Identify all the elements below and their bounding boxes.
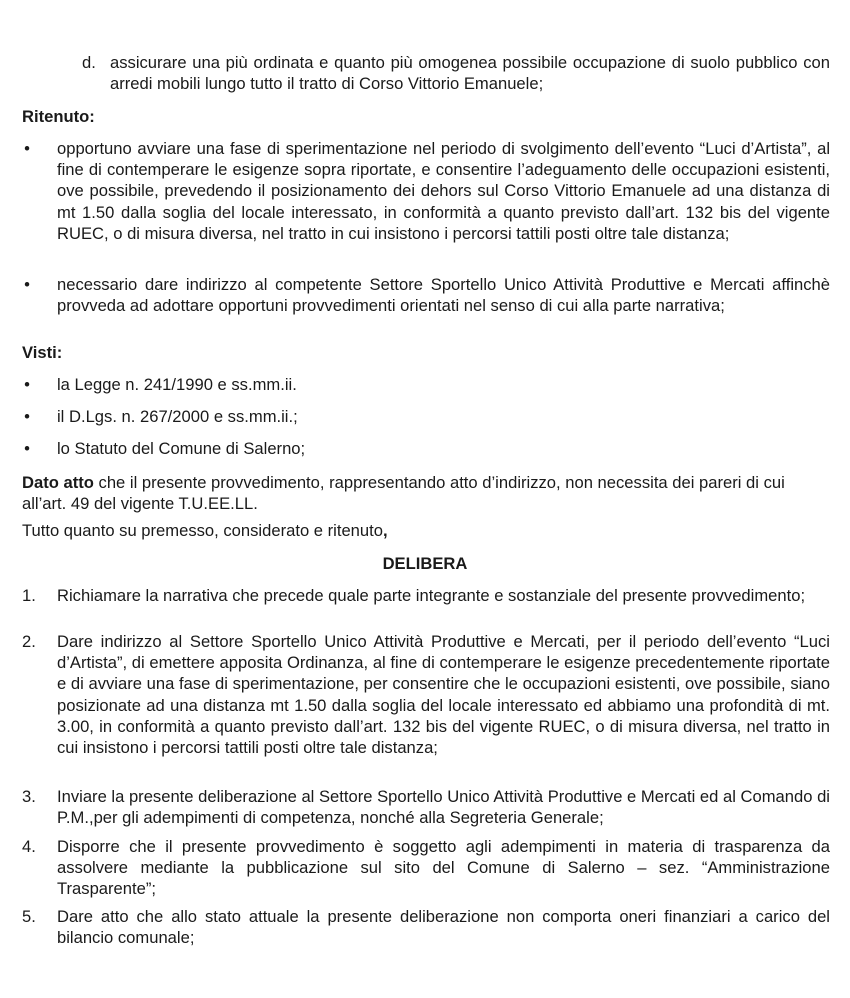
item-text: Dare indirizzo al Settore Sportello Unico Attività Produttive e Mercati, per il periodo dell’evento “Luci d’Artista”, di emettere apposita Ordinanza, al fine di contemperare le esigenze precedentemente riportate e di avviare una fase di sperimentazione, per consentire che le occupazioni esistenti, ove possibile, siano posizionate ad una distanza mt 1.50 dalla soglia del locale interessato ed abbiamo una profondità di mt. 3.00, in conformità a quanto previsto dall’art. 132 bis del vigente RUEC, o di misura diversa, nel tratto in cui insistono i percorsi tattili posti oltre tale distanza; — [57, 632, 830, 758]
item-text: Disporre che il presente provvedimento è soggetto agli adempimenti in materia di trasparenza da assolvere mediante la pubblicazione sul sito del Comune di Salerno – sez. “Amministrazione Trasparente”; — [57, 837, 830, 899]
delibera-item — [22, 585, 830, 606]
dato-atto-bold: Dato atto — [22, 473, 94, 492]
bullet-icon: • — [24, 407, 30, 426]
item-number: 1. — [22, 586, 36, 605]
bullet-icon: • — [24, 375, 30, 394]
delibera-item — [22, 906, 830, 948]
item-text: Inviare la presente deliberazione al Settore Sportello Unico Attività Produttive e Mercati ed al Comando di P.M.,per gli adempimenti di competenza, nonché alla Segreteria Generale; — [57, 787, 830, 828]
list-item — [22, 374, 830, 395]
section-heading-visti: Visti: — [22, 343, 63, 362]
item-number: 5. — [22, 907, 36, 926]
tutto-quanto-comma: , — [382, 521, 388, 540]
section-heading-ritenuto: Ritenuto: — [22, 107, 95, 126]
item-label: d. — [82, 53, 96, 72]
bullet-text: opportuno avviare una fase di sperimentazione nel periodo di svolgimento dell’evento “Luci d’Artista”, al fine di contemperare le esigenze sopra riportate, e consentire l’adeguamento delle occupazioni esistenti, ove possibile, prevedendo il posizionamento dei dehors sul Corso Vittorio Emanuele ad una distanza di mt 1.50 dalla soglia del locale interessato, in conformità a quanto previsto dall’art. 132 bis del vigente RUEC, o di misura diversa, nel tratto in cui insistono i percorsi tattili posti oltre tale distanza; — [57, 139, 830, 243]
list-item — [22, 406, 830, 427]
item-text: Dare atto che allo stato attuale la presente deliberazione non comporta oneri finanziari a carico del bilancio comunale; — [57, 907, 830, 948]
delibera-item — [22, 836, 830, 900]
item-text: Richiamare la narrativa che precede quale parte integrante e sostanziale del presente provvedimento; — [57, 586, 806, 605]
dato-atto-paragraph — [22, 472, 812, 514]
list-item — [22, 274, 830, 316]
bullet-icon: • — [24, 275, 30, 294]
bullet-text: la Legge n. 241/1990 e ss.mm.ii. — [57, 375, 297, 394]
item-text: assicurare una più ordinata e quanto più omogenea possibile occupazione di suolo pubblico con arredi mobili lungo tutto il tratto di Corso Vittorio Emanuele; — [110, 53, 830, 94]
dato-atto-text: che il presente provvedimento, rappresentando atto d’indirizzo, non necessita dei pareri di cui all’art. 49 del vigente T.U.EE.LL. — [22, 473, 785, 514]
bullet-icon: • — [24, 139, 30, 158]
bullet-text: il D.Lgs. n. 267/2000 e ss.mm.ii.; — [57, 407, 298, 426]
bullet-text: lo Statuto del Comune di Salerno; — [57, 439, 306, 458]
item-number: 2. — [22, 632, 36, 651]
list-item-d — [82, 52, 830, 94]
bullet-text: necessario dare indirizzo al competente Settore Sportello Unico Attività Produttive e Mercati affinchè provveda ad adottare opportuni provvedimenti orientati nel senso di cui alla parte narrativa; — [57, 275, 830, 316]
item-number: 4. — [22, 837, 36, 856]
tutto-quanto-text: Tutto quanto su premesso, considerato e ritenuto — [22, 521, 383, 540]
tutto-quanto-paragraph — [22, 520, 830, 541]
delibera-item — [22, 786, 830, 828]
list-item — [22, 138, 830, 244]
bullet-icon: • — [24, 439, 30, 458]
delibera-heading: DELIBERA — [382, 554, 468, 573]
item-number: 3. — [22, 787, 36, 806]
list-item — [22, 438, 830, 459]
delibera-item — [22, 631, 830, 758]
